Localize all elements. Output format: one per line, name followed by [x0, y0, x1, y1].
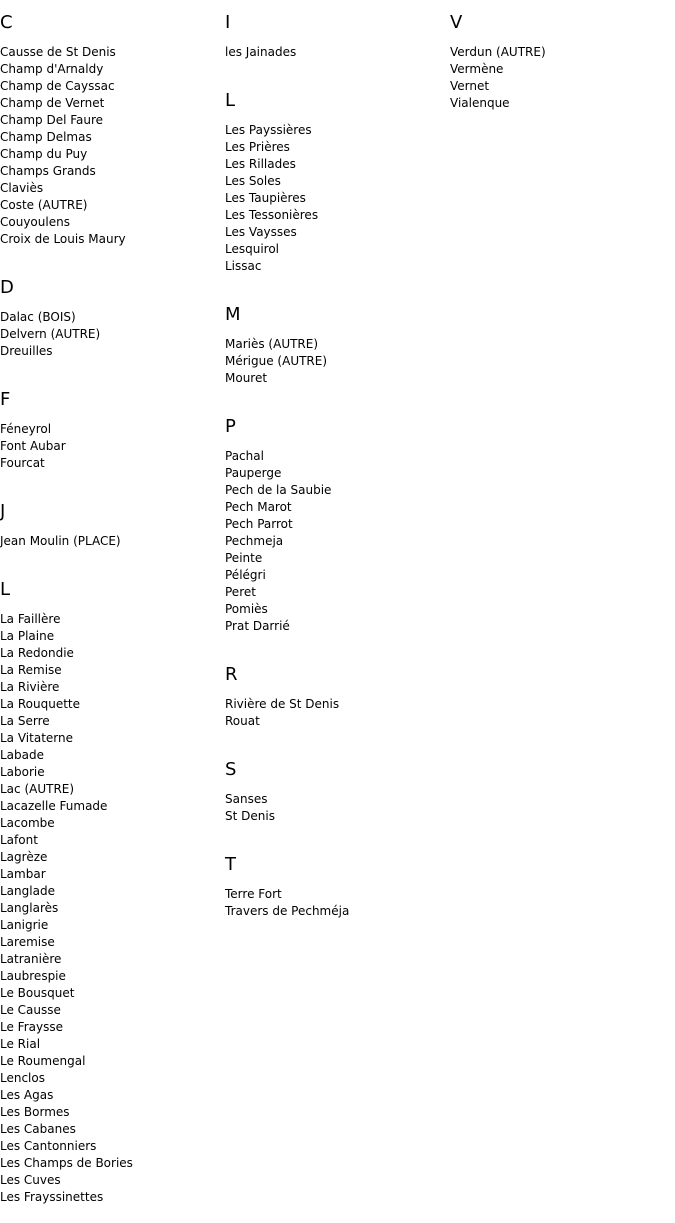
place-link[interactable]: Les Vaysses	[225, 225, 297, 239]
letter-heading: S	[225, 759, 237, 780]
place-link[interactable]: Les Rillades	[225, 157, 296, 171]
place-link[interactable]: Les Frayssinettes	[0, 1190, 104, 1204]
place-list	[225, 44, 450, 61]
letter-heading: C	[0, 12, 13, 33]
place-link[interactable]: Pauperge	[225, 466, 282, 480]
place-link[interactable]: Les Champs de Bories	[0, 1156, 133, 1170]
place-link[interactable]: Couyoulens	[0, 215, 70, 229]
place-link[interactable]: Coste (AUTRE)	[0, 198, 88, 212]
place-link[interactable]: Rivière de St Denis	[225, 697, 340, 711]
place-link[interactable]: Delvern (AUTRE)	[0, 327, 101, 341]
place-link[interactable]: Lissac	[225, 259, 262, 273]
place-link[interactable]: Champs Grands	[0, 164, 96, 178]
place-list	[0, 421, 225, 472]
place-list	[225, 336, 450, 387]
place-list	[0, 611, 225, 1206]
place-link[interactable]: La Redondie	[0, 646, 74, 660]
place-link[interactable]: Travers de Pechméja	[225, 904, 350, 918]
place-link[interactable]: Lesquirol	[225, 242, 280, 256]
place-link[interactable]: Pachal	[225, 449, 264, 463]
place-link[interactable]: Vernet	[450, 79, 490, 93]
place-link[interactable]: La Rivière	[0, 680, 60, 694]
place-link[interactable]: Les Cuves	[0, 1173, 61, 1187]
place-link[interactable]: Pomiès	[225, 602, 268, 616]
place-link[interactable]: Lagrèze	[0, 850, 48, 864]
place-link[interactable]: Vermène	[450, 62, 504, 76]
place-link[interactable]: Terre Fort	[225, 887, 282, 901]
place-link[interactable]: Latranière	[0, 952, 62, 966]
letter-heading: D	[0, 277, 14, 298]
column-3	[450, 0, 675, 129]
place-list	[225, 886, 450, 920]
place-link[interactable]: Fourcat	[0, 456, 45, 470]
letter-group-d	[0, 265, 225, 360]
letter-group-f	[0, 377, 225, 472]
place-link[interactable]: Claviès	[0, 181, 44, 195]
place-link[interactable]: Prat Darrié	[225, 619, 290, 633]
place-list	[0, 309, 225, 360]
letter-heading: V	[450, 12, 463, 33]
letter-heading: P	[225, 416, 236, 437]
place-link[interactable]: Laborie	[0, 765, 45, 779]
letter-group-l	[0, 567, 225, 1206]
place-link[interactable]: Dalac (BOIS)	[0, 310, 76, 324]
letter-heading: F	[0, 389, 11, 410]
place-link[interactable]: Le Bousquet	[0, 986, 75, 1000]
place-link[interactable]: Champ du Puy	[0, 147, 88, 161]
place-link[interactable]: La Plaine	[0, 629, 55, 643]
place-link[interactable]: Croix de Louis Maury	[0, 232, 126, 246]
place-link[interactable]: Le Rial	[0, 1037, 41, 1051]
letter-group-s	[225, 747, 450, 825]
place-list	[0, 533, 225, 550]
place-link[interactable]: Causse de St Denis	[0, 45, 116, 59]
place-link[interactable]: La Faillère	[0, 612, 61, 626]
column-1	[0, 0, 225, 1223]
place-link[interactable]: Le Fraysse	[0, 1020, 63, 1034]
place-link[interactable]: Champ Del Faure	[0, 113, 104, 127]
place-link[interactable]: Jean Moulin (PLACE)	[0, 534, 121, 548]
place-link[interactable]: Langlade	[0, 884, 55, 898]
place-link[interactable]: Sanses	[225, 792, 268, 806]
letter-heading: R	[225, 664, 238, 685]
place-link[interactable]: Mariès (AUTRE)	[225, 337, 319, 351]
place-link[interactable]: Les Agas	[0, 1088, 54, 1102]
letter-group-j	[0, 489, 225, 550]
place-link[interactable]: La Rouquette	[0, 697, 80, 711]
place-link[interactable]: Laubrespie	[0, 969, 66, 983]
place-link[interactable]: Mouret	[225, 371, 268, 385]
place-link[interactable]: Peinte	[225, 551, 263, 565]
place-link[interactable]: Mérigue (AUTRE)	[225, 354, 328, 368]
letter-heading: J	[0, 501, 6, 522]
place-link[interactable]: Les Soles	[225, 174, 281, 188]
place-list	[0, 44, 225, 248]
place-link[interactable]: Labade	[0, 748, 45, 762]
place-link[interactable]: Rouat	[225, 714, 260, 728]
place-list	[225, 448, 450, 635]
place-list	[450, 44, 675, 112]
place-link[interactable]: Pech Parrot	[225, 517, 293, 531]
place-link[interactable]: Dreuilles	[0, 344, 53, 358]
place-link[interactable]: Les Prières	[225, 140, 290, 154]
place-link[interactable]: Lafont	[0, 833, 38, 847]
place-link[interactable]: Langlarès	[0, 901, 59, 915]
place-link[interactable]: Champ de Cayssac	[0, 79, 115, 93]
place-link[interactable]: Vialenque	[450, 96, 510, 110]
place-link[interactable]: Les Cantonniers	[0, 1139, 97, 1153]
place-link[interactable]: Lenclos	[0, 1071, 45, 1085]
place-list	[225, 791, 450, 825]
place-link[interactable]: Les Cabanes	[0, 1122, 76, 1136]
letter-heading: I	[225, 12, 231, 33]
place-link[interactable]: Pechmeja	[225, 534, 284, 548]
letter-group-l	[225, 78, 450, 275]
place-link[interactable]: Les Taupières	[225, 191, 306, 205]
place-link[interactable]: La Vitaterne	[0, 731, 73, 745]
place-link[interactable]: Peret	[225, 585, 256, 599]
letter-heading: M	[225, 304, 241, 325]
letter-heading: T	[225, 854, 236, 875]
place-link[interactable]: Verdun (AUTRE)	[450, 45, 546, 59]
place-link[interactable]: Lacazelle Fumade	[0, 799, 108, 813]
letter-group-t	[225, 842, 450, 920]
place-link[interactable]: Les Bormes	[0, 1105, 70, 1119]
place-list	[225, 122, 450, 275]
place-link[interactable]: Féneyrol	[0, 422, 52, 436]
place-link[interactable]: Pech de la Saubie	[225, 483, 332, 497]
letter-group-v	[450, 0, 675, 112]
place-link[interactable]: Lac (AUTRE)	[0, 782, 75, 796]
place-link[interactable]: Champ de Vernet	[0, 96, 105, 110]
place-link[interactable]: Les Tessonières	[225, 208, 319, 222]
place-link[interactable]: Les Payssières	[225, 123, 312, 137]
letter-group-i	[225, 0, 450, 61]
place-link[interactable]: Le Roumengal	[0, 1054, 86, 1068]
place-link[interactable]: Champ Delmas	[0, 130, 92, 144]
place-link[interactable]: Pech Marot	[225, 500, 292, 514]
column-2	[225, 0, 450, 937]
letter-group-p	[225, 404, 450, 635]
place-link[interactable]: La Remise	[0, 663, 62, 677]
letter-group-c	[0, 0, 225, 248]
place-link[interactable]: St Denis	[225, 809, 275, 823]
place-link[interactable]: les Jainades	[225, 45, 297, 59]
place-link[interactable]: Lambar	[0, 867, 46, 881]
place-link[interactable]: Lacombe	[0, 816, 55, 830]
letter-heading: L	[225, 90, 236, 111]
place-link[interactable]: La Serre	[0, 714, 50, 728]
letter-group-r	[225, 652, 450, 730]
letter-heading: L	[0, 579, 11, 600]
place-link[interactable]: Champ d'Arnaldy	[0, 62, 104, 76]
place-link[interactable]: Pélégri	[225, 568, 266, 582]
place-list	[225, 696, 450, 730]
place-link[interactable]: Font Aubar	[0, 439, 66, 453]
place-link[interactable]: Le Causse	[0, 1003, 61, 1017]
place-link[interactable]: Lanigrie	[0, 918, 49, 932]
place-link[interactable]: Laremise	[0, 935, 55, 949]
letter-group-m	[225, 292, 450, 387]
